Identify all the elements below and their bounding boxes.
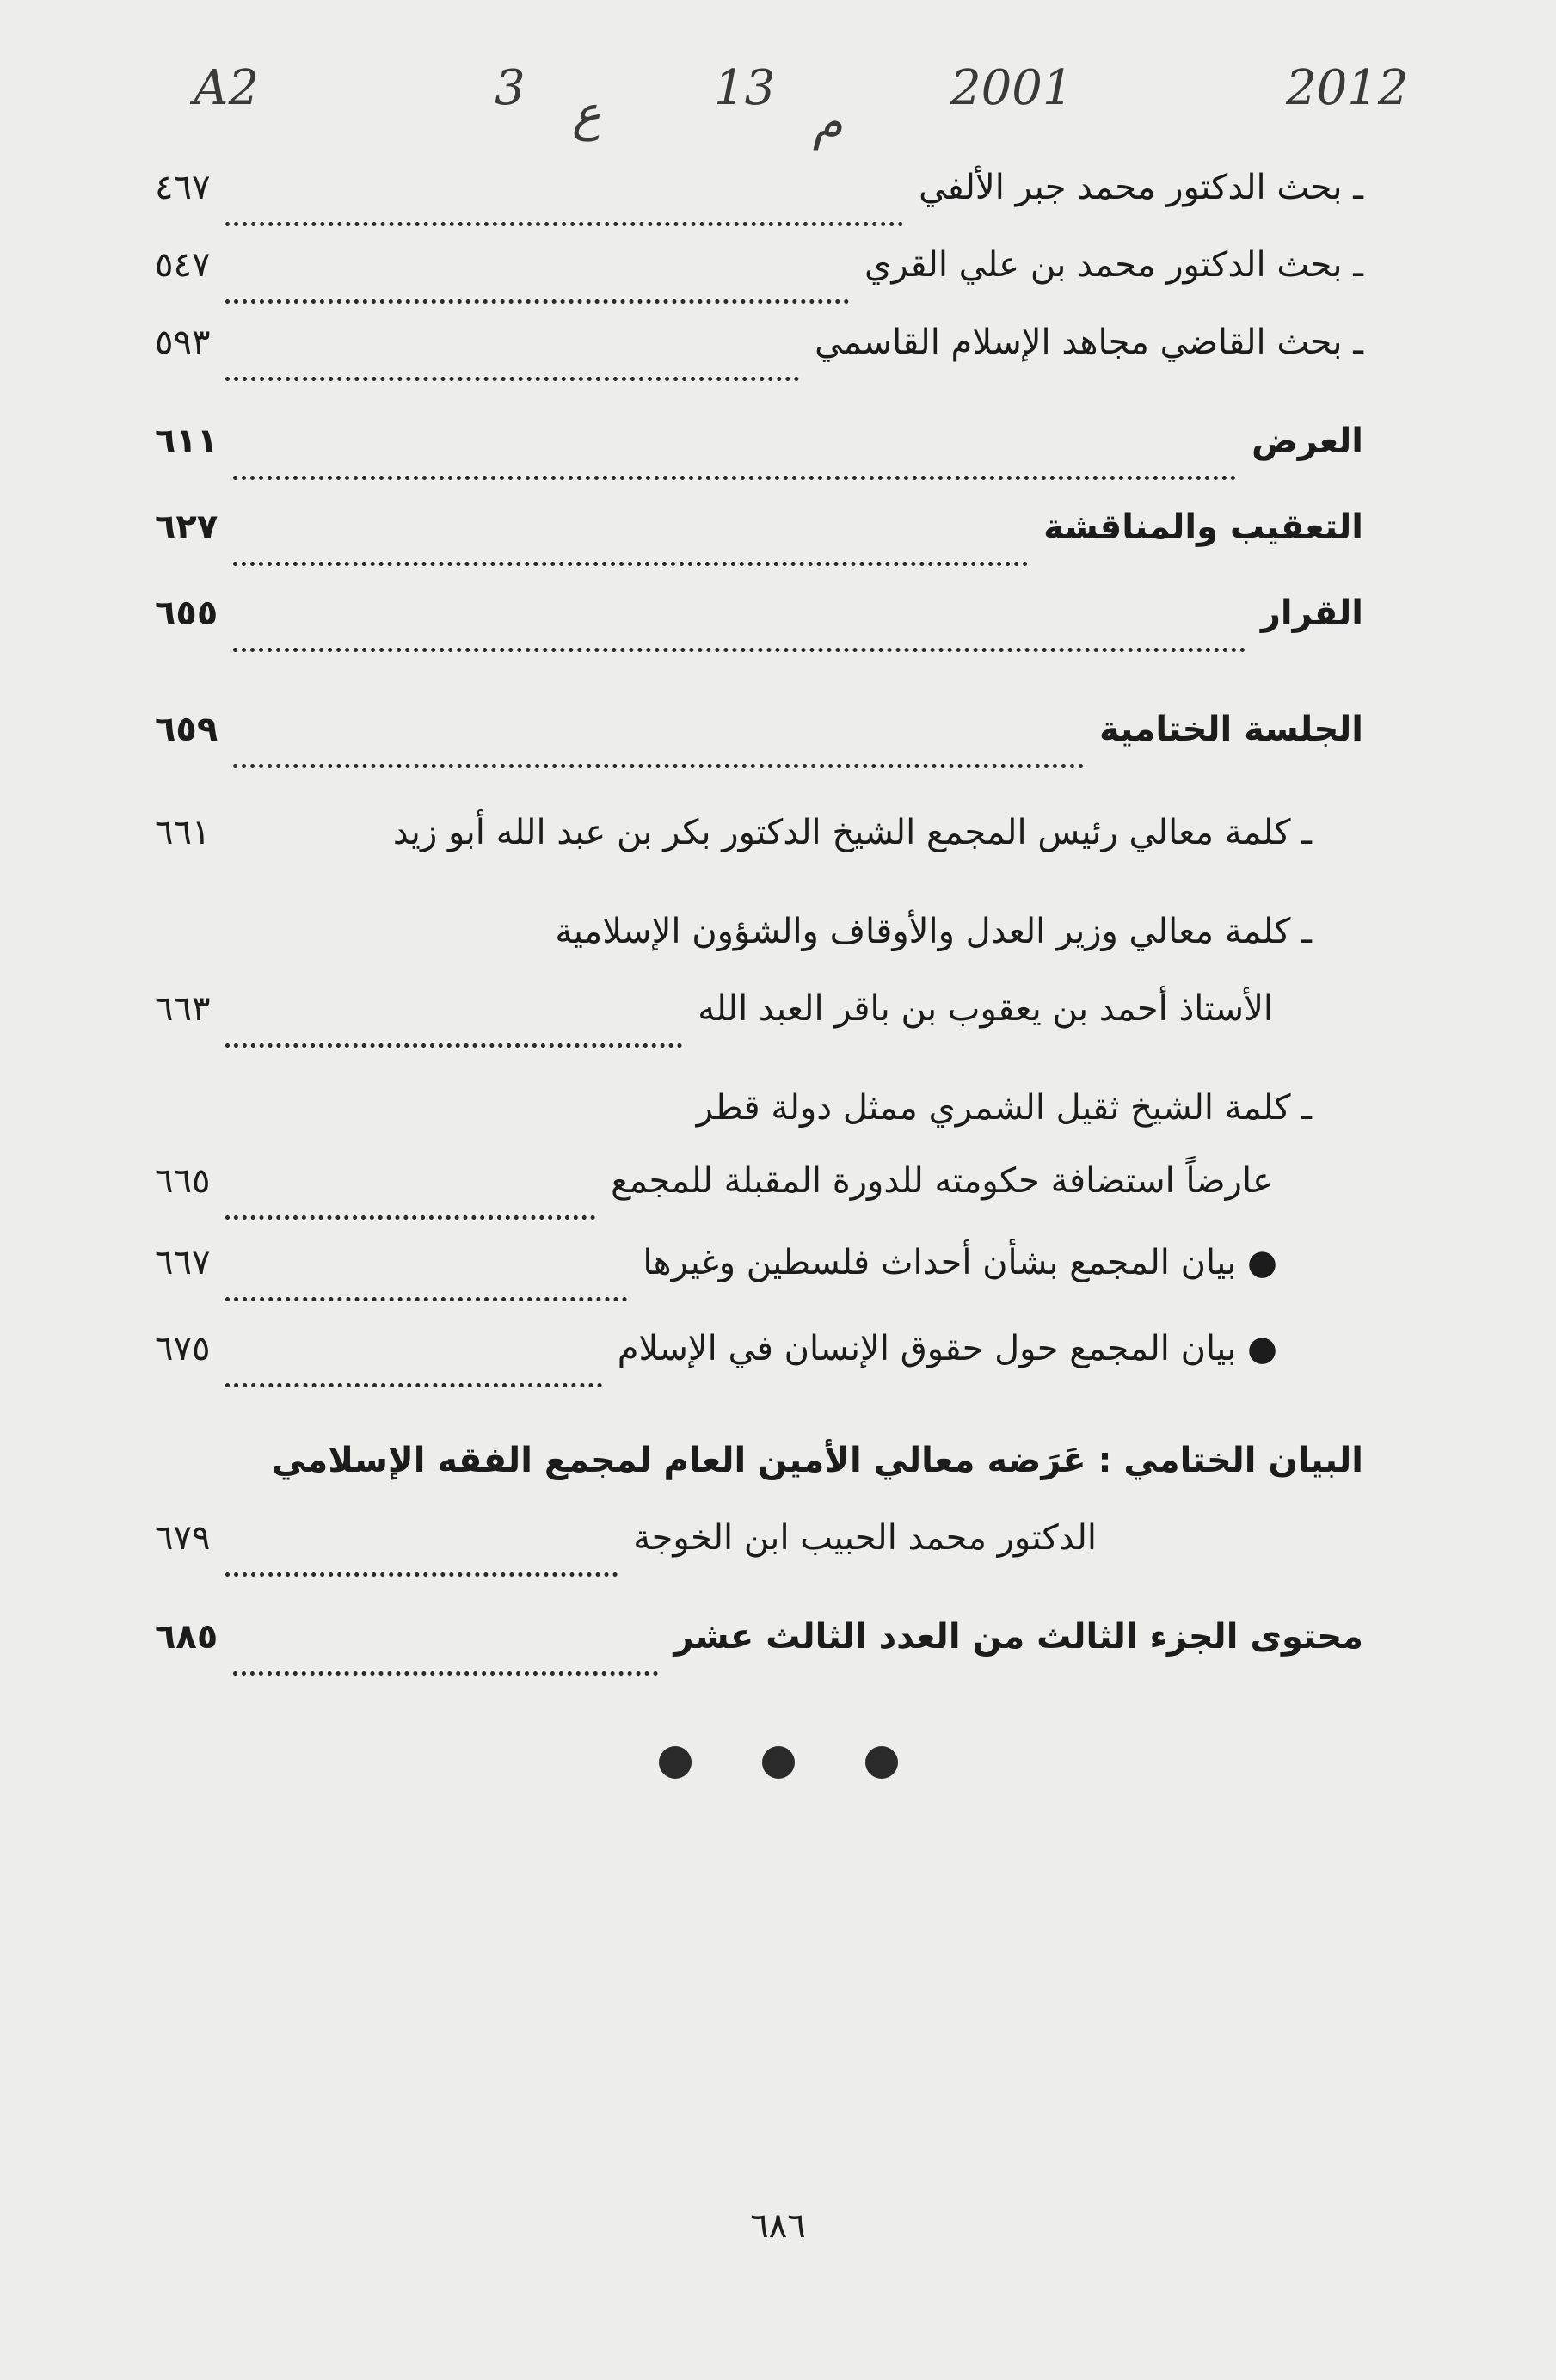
toc-entry-page: ٦٦١ xyxy=(155,813,211,852)
toc-entry-title: العرض xyxy=(1252,421,1363,461)
toc-entry-page: ٦٧٥ xyxy=(155,1329,211,1368)
toc-entry-page: ٥٩٣ xyxy=(155,323,211,362)
bullet-dot xyxy=(865,1746,898,1779)
leader-dots xyxy=(225,1380,601,1387)
leader-dots xyxy=(233,472,1236,480)
toc-entry-title: الجلسة الختامية xyxy=(1098,710,1363,749)
page-number: ٦٨٦ xyxy=(750,2206,806,2246)
toc-entry-title: ـ بحث القاضي مجاهد الإسلام القاسمي xyxy=(815,323,1363,362)
toc-entry-page: ٦٦٣ xyxy=(155,989,211,1029)
leader-dots xyxy=(225,1212,595,1220)
toc-entry xyxy=(155,1518,1363,1596)
toc-entry xyxy=(155,710,1363,787)
toc-entry xyxy=(155,1243,1363,1320)
toc-entry-page: ٥٤٧ xyxy=(155,245,211,285)
handwritten-note: 3 xyxy=(495,60,526,116)
toc-entry-title: عارضاً استضافة حكومته للدورة المقبلة للمجمع xyxy=(611,1161,1273,1201)
toc-entry-title: محتوى الجزء الثالث من العدد الثالث عشر xyxy=(673,1617,1363,1657)
leader-dots xyxy=(225,1294,627,1301)
toc-entry-title: القرار xyxy=(1260,593,1363,633)
toc-entry-title: البيان الختامي : عَرَضه معالي الأمين العام لمجمع الفقه الإسلامي xyxy=(271,1441,1363,1480)
leader-dots xyxy=(225,218,903,226)
toc-entry-title: ● بيان المجمع بشأن أحداث فلسطين وغيرها xyxy=(643,1243,1277,1282)
handwritten-note: 13 xyxy=(714,60,776,116)
toc-entry xyxy=(155,989,1363,1067)
toc-entry-page: ٤٦٧ xyxy=(155,168,211,207)
toc-entry xyxy=(155,507,1363,585)
toc-entry-page: ٦٥٩ xyxy=(155,710,218,749)
toc-entry-page: ٦٦٧ xyxy=(155,1243,211,1282)
toc-entry xyxy=(155,813,1363,890)
handwritten-note: 2001 xyxy=(950,60,1073,116)
section-divider xyxy=(0,1746,1556,1779)
toc-entry xyxy=(155,245,1363,323)
handwritten-note: A2 xyxy=(194,60,260,116)
toc-entry xyxy=(155,323,1363,400)
toc-entry xyxy=(155,593,1363,671)
toc-entry-title: ـ كلمة الشيخ ثقيل الشمري ممثل دولة قطر xyxy=(696,1088,1312,1128)
toc-entry xyxy=(155,1617,1363,1694)
bullet-dot xyxy=(762,1746,795,1779)
leader-dots xyxy=(225,296,849,304)
toc-entry-page: ٦٦٥ xyxy=(155,1161,211,1201)
toc-entry xyxy=(155,1161,1363,1239)
bullet-dot xyxy=(659,1746,692,1779)
toc-entry-title: الأستاذ أحمد بن يعقوب بن باقر العبد الله xyxy=(698,989,1273,1029)
toc-entry-page: ٦٥٥ xyxy=(155,593,218,633)
toc-entry-title: الدكتور محمد الحبيب ابن الخوجة xyxy=(633,1518,1097,1558)
handwritten-note: ع xyxy=(572,86,601,142)
toc-entry-title: ـ بحث الدكتور محمد جبر الألفي xyxy=(919,168,1363,207)
leader-dots xyxy=(225,1040,682,1048)
leader-dots xyxy=(225,373,799,381)
toc-entry-title: ـ كلمة معالي وزير العدل والأوقاف والشؤون الإسلامية xyxy=(555,912,1312,951)
toc-entry-title: ـ بحث الدكتور محمد بن علي القري xyxy=(864,245,1363,285)
toc-entry-title: ـ كلمة معالي رئيس المجمع الشيخ الدكتور بكر بن عبد الله أبو زيد xyxy=(392,813,1312,852)
leader-dots xyxy=(233,644,1245,652)
handwritten-note: م xyxy=(813,95,843,151)
toc-entry-title: ● بيان المجمع حول حقوق الإنسان في الإسلام xyxy=(617,1329,1277,1368)
leader-dots xyxy=(225,1569,618,1577)
toc-entry-page: ٦٨٥ xyxy=(155,1617,218,1657)
toc-entry-page: ٦٢٧ xyxy=(155,507,218,547)
leader-dots xyxy=(225,864,377,871)
toc-entry xyxy=(155,168,1363,245)
toc-entry-page: ٦٧٩ xyxy=(155,1518,211,1558)
leader-dots xyxy=(233,1668,658,1676)
leader-dots xyxy=(233,760,1084,768)
toc-entry xyxy=(155,421,1363,499)
handwritten-note: 2012 xyxy=(1286,60,1409,116)
leader-dots xyxy=(233,558,1028,566)
toc-entry-page: ٦١١ xyxy=(155,421,218,461)
toc-entry xyxy=(155,1329,1363,1406)
toc-entry-title: التعقيب والمناقشة xyxy=(1043,507,1363,547)
